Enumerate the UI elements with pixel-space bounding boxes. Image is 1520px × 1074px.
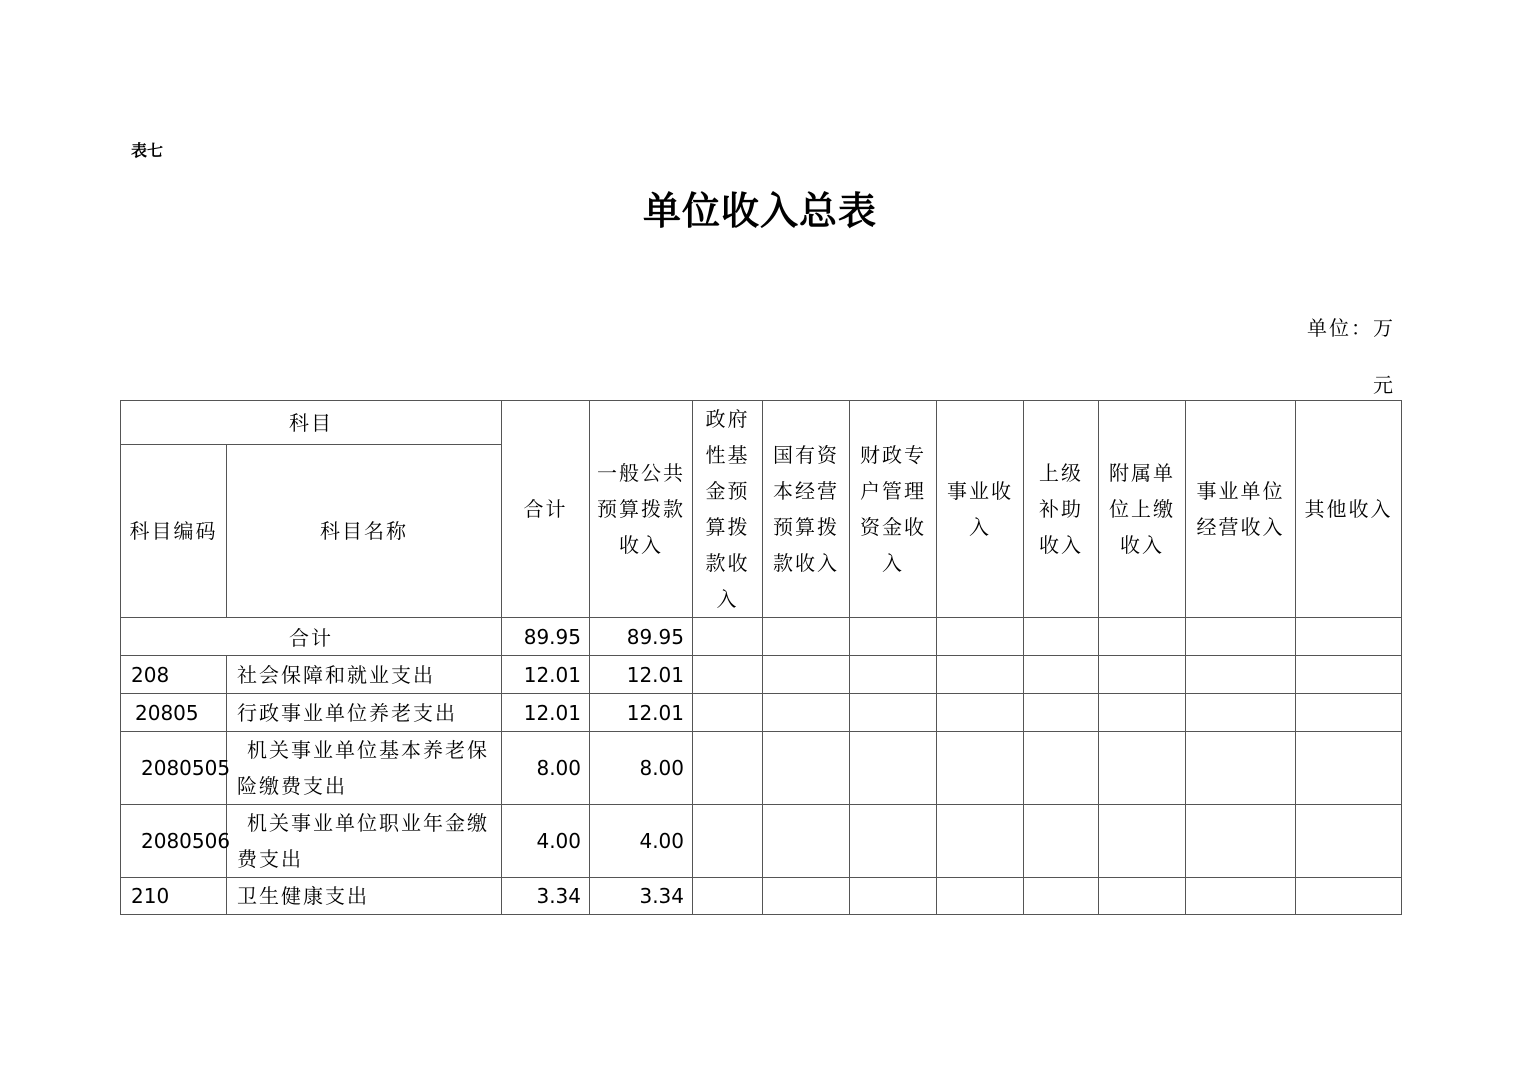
empty-cell <box>850 656 937 694</box>
empty-cell <box>763 805 850 878</box>
empty-cell <box>850 694 937 732</box>
header-general-budget: 一般公共预算拨款收入 <box>590 401 693 618</box>
empty-cell <box>1024 732 1099 805</box>
empty-cell <box>937 878 1024 915</box>
empty-cell <box>1099 694 1186 732</box>
empty-cell <box>850 618 937 656</box>
empty-cell <box>763 732 850 805</box>
row-name: 机关事业单位基本养老保险缴费支出 <box>227 732 502 805</box>
header-subject: 科目 <box>121 401 502 445</box>
empty-cell <box>937 694 1024 732</box>
empty-cell <box>693 618 763 656</box>
empty-cell <box>1099 656 1186 694</box>
table-row <box>121 656 1402 694</box>
unit-label: 单位：万元 <box>1307 316 1395 397</box>
total-row-label: 合计 <box>121 618 502 656</box>
table-row <box>121 694 1402 732</box>
empty-cell <box>763 878 850 915</box>
row-name: 卫生健康支出 <box>227 878 502 915</box>
header-special-account: 财政专户管理资金收入 <box>850 401 937 618</box>
header-state-capital: 国有资本经营预算拨款收入 <box>763 401 850 618</box>
row-total: 4.00 <box>502 805 590 878</box>
total-row-total: 89.95 <box>502 618 590 656</box>
empty-cell <box>1024 694 1099 732</box>
empty-cell <box>763 618 850 656</box>
empty-cell <box>1024 878 1099 915</box>
empty-cell <box>937 618 1024 656</box>
empty-cell <box>937 656 1024 694</box>
empty-cell <box>693 694 763 732</box>
empty-cell <box>693 805 763 878</box>
empty-cell <box>1296 878 1402 915</box>
empty-cell <box>1024 805 1099 878</box>
empty-cell <box>850 878 937 915</box>
row-code: 2080505 <box>121 732 227 805</box>
empty-cell <box>1186 732 1296 805</box>
empty-cell <box>937 732 1024 805</box>
empty-cell <box>763 656 850 694</box>
header-other: 其他收入 <box>1296 401 1402 618</box>
row-code: 210 <box>121 878 227 915</box>
header-code: 科目编码 <box>121 445 227 618</box>
header-business: 事业收入 <box>937 401 1024 618</box>
row-general-budget: 8.00 <box>590 732 693 805</box>
header-gov-fund: 政府性基金预算拨款收入 <box>693 401 763 618</box>
empty-cell <box>850 732 937 805</box>
empty-cell <box>1296 732 1402 805</box>
income-summary-table <box>120 400 1402 915</box>
header-operating: 事业单位经营收入 <box>1186 401 1296 618</box>
empty-cell <box>1296 694 1402 732</box>
empty-cell <box>1099 805 1186 878</box>
header-name: 科目名称 <box>227 445 502 618</box>
row-total: 12.01 <box>502 656 590 694</box>
row-general-budget: 12.01 <box>590 656 693 694</box>
empty-cell <box>1024 618 1099 656</box>
row-total: 3.34 <box>502 878 590 915</box>
empty-cell <box>693 878 763 915</box>
row-general-budget: 4.00 <box>590 805 693 878</box>
row-code: 20805 <box>121 694 227 732</box>
empty-cell <box>693 656 763 694</box>
empty-cell <box>763 694 850 732</box>
empty-cell <box>1024 656 1099 694</box>
table-number: 表七 <box>131 141 164 160</box>
total-row <box>121 618 1402 656</box>
empty-cell <box>850 805 937 878</box>
empty-cell <box>1296 805 1402 878</box>
empty-cell <box>1186 694 1296 732</box>
empty-cell <box>693 732 763 805</box>
header-total: 合计 <box>502 401 590 618</box>
page-title: 单位收入总表 <box>642 188 877 233</box>
empty-cell <box>1186 618 1296 656</box>
empty-cell <box>937 805 1024 878</box>
header-superior-subsidy: 上级补助收入 <box>1024 401 1099 618</box>
header-row-1 <box>121 401 1402 445</box>
row-general-budget: 12.01 <box>590 694 693 732</box>
empty-cell <box>1099 732 1186 805</box>
table-row <box>121 878 1402 915</box>
table-row <box>121 805 1402 878</box>
row-general-budget: 3.34 <box>590 878 693 915</box>
row-name: 机关事业单位职业年金缴费支出 <box>227 805 502 878</box>
header-subordinate-turnover: 附属单位上缴收入 <box>1099 401 1186 618</box>
empty-cell <box>1186 656 1296 694</box>
row-total: 12.01 <box>502 694 590 732</box>
row-name: 社会保障和就业支出 <box>227 656 502 694</box>
empty-cell <box>1296 618 1402 656</box>
empty-cell <box>1186 878 1296 915</box>
empty-cell <box>1099 618 1186 656</box>
total-row-general-budget: 89.95 <box>590 618 693 656</box>
row-total: 8.00 <box>502 732 590 805</box>
row-code: 2080506 <box>121 805 227 878</box>
empty-cell <box>1099 878 1186 915</box>
empty-cell <box>1296 656 1402 694</box>
empty-cell <box>1186 805 1296 878</box>
row-name: 行政事业单位养老支出 <box>227 694 502 732</box>
table-row <box>121 732 1402 805</box>
row-code: 208 <box>121 656 227 694</box>
